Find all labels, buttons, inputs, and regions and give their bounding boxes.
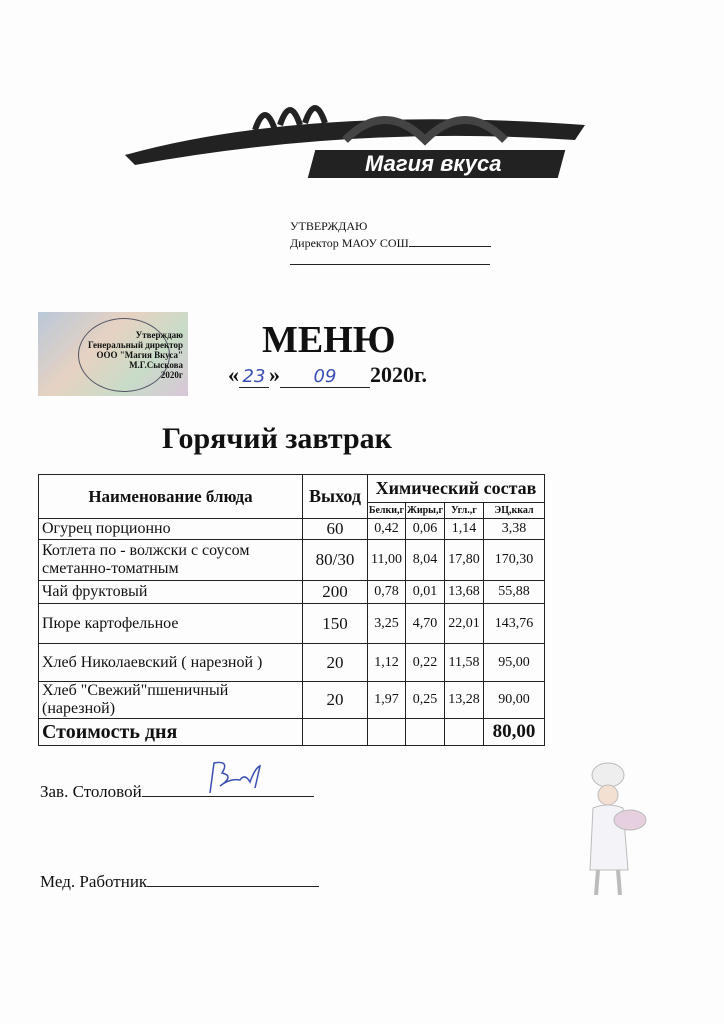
cell-energy: 170,30 xyxy=(483,540,544,581)
quote-open: « xyxy=(228,362,239,387)
total-row xyxy=(39,719,545,746)
empty-cell xyxy=(303,719,368,746)
approval-stamp xyxy=(38,312,188,396)
stamp-line: Утверждаю xyxy=(135,330,183,340)
header-output: Выход xyxy=(303,475,368,519)
cell-name: Чай фруктовый xyxy=(39,581,303,604)
cell-fat: 0,25 xyxy=(405,682,444,719)
table-row xyxy=(39,581,545,604)
cell-name: Хлеб Николаевский ( нарезной ) xyxy=(39,644,303,682)
total-value: 80,00 xyxy=(483,719,544,746)
table-row xyxy=(39,682,545,719)
header-carbs: Угл.,г xyxy=(444,503,483,519)
svg-text:Магия вкуса: Магия вкуса xyxy=(365,151,502,176)
menu-date xyxy=(228,362,427,388)
page-title: МЕНЮ xyxy=(262,319,396,361)
cell-name: Котлета по - волжски с соусом сметанно-томатным xyxy=(39,540,303,581)
stamp-line: Генеральный директор xyxy=(88,340,183,350)
handwritten-signature xyxy=(200,758,270,798)
quote-close: » xyxy=(269,362,280,387)
signature-line xyxy=(290,254,490,265)
table-row xyxy=(39,644,545,682)
cell-protein: 11,00 xyxy=(368,540,406,581)
meal-title: Горячий завтрак xyxy=(162,422,392,455)
cell-carbs: 1,14 xyxy=(444,519,483,540)
head-signature xyxy=(40,782,314,802)
cell-output: 80/30 xyxy=(303,540,368,581)
cell-output: 150 xyxy=(303,604,368,644)
date-month: 09 xyxy=(280,366,370,388)
header-chem: Химический состав xyxy=(368,475,545,503)
cell-carbs: 13,68 xyxy=(444,581,483,604)
cell-fat: 8,04 xyxy=(405,540,444,581)
cell-fat: 4,70 xyxy=(405,604,444,644)
cell-name: Огурец порционно xyxy=(39,519,303,540)
cell-name: Хлеб "Свежий"пшеничный (нарезной) xyxy=(39,682,303,719)
cell-output: 200 xyxy=(303,581,368,604)
cell-energy: 95,00 xyxy=(483,644,544,682)
cell-name: Пюре картофельное xyxy=(39,604,303,644)
cell-protein: 1,97 xyxy=(368,682,406,719)
cell-output: 20 xyxy=(303,682,368,719)
brand-logo xyxy=(105,95,590,185)
header-fat: Жиры,г xyxy=(405,503,444,519)
table-row xyxy=(39,540,545,581)
cell-energy: 90,00 xyxy=(483,682,544,719)
cell-protein: 0,78 xyxy=(368,581,406,604)
menu-table xyxy=(38,474,545,746)
empty-cell xyxy=(444,719,483,746)
table-row xyxy=(39,519,545,540)
approval-block xyxy=(290,218,491,265)
header-energy: ЭЦ,ккал xyxy=(483,503,544,519)
cell-protein: 3,25 xyxy=(368,604,406,644)
table-row xyxy=(39,604,545,644)
cell-output: 60 xyxy=(303,519,368,540)
cell-carbs: 13,28 xyxy=(444,682,483,719)
cell-carbs: 22,01 xyxy=(444,604,483,644)
approval-director: Директор МАОУ СОШ xyxy=(290,236,409,250)
cell-energy: 55,88 xyxy=(483,581,544,604)
approval-label: УТВЕРЖДАЮ xyxy=(290,219,368,233)
signature-line xyxy=(409,236,491,247)
cell-energy: 143,76 xyxy=(483,604,544,644)
cell-fat: 0,06 xyxy=(405,519,444,540)
medic-signature xyxy=(40,872,319,892)
cell-protein: 0,42 xyxy=(368,519,406,540)
date-year: 2020г. xyxy=(370,362,428,387)
empty-cell xyxy=(405,719,444,746)
stamp-line: ООО "Магия Вкуса" xyxy=(96,350,183,360)
stamp-line: 2020г xyxy=(160,370,183,380)
cell-carbs: 11,58 xyxy=(444,644,483,682)
head-label: Зав. Столовой xyxy=(40,782,142,801)
total-label: Стоимость дня xyxy=(39,719,303,746)
header-protein: Белки,г xyxy=(368,503,406,519)
date-day: 23 xyxy=(239,366,269,388)
header-name: Наименование блюда xyxy=(39,475,303,519)
signature-line xyxy=(147,872,319,887)
cell-output: 20 xyxy=(303,644,368,682)
cell-carbs: 17,80 xyxy=(444,540,483,581)
cell-protein: 1,12 xyxy=(368,644,406,682)
stamp-line: М.Г.Сыскова xyxy=(129,360,183,370)
chef-illustration xyxy=(578,760,648,900)
cell-energy: 3,38 xyxy=(483,519,544,540)
medic-label: Мед. Работник xyxy=(40,872,148,891)
empty-cell xyxy=(368,719,406,746)
cell-fat: 0,01 xyxy=(405,581,444,604)
cell-fat: 0,22 xyxy=(405,644,444,682)
